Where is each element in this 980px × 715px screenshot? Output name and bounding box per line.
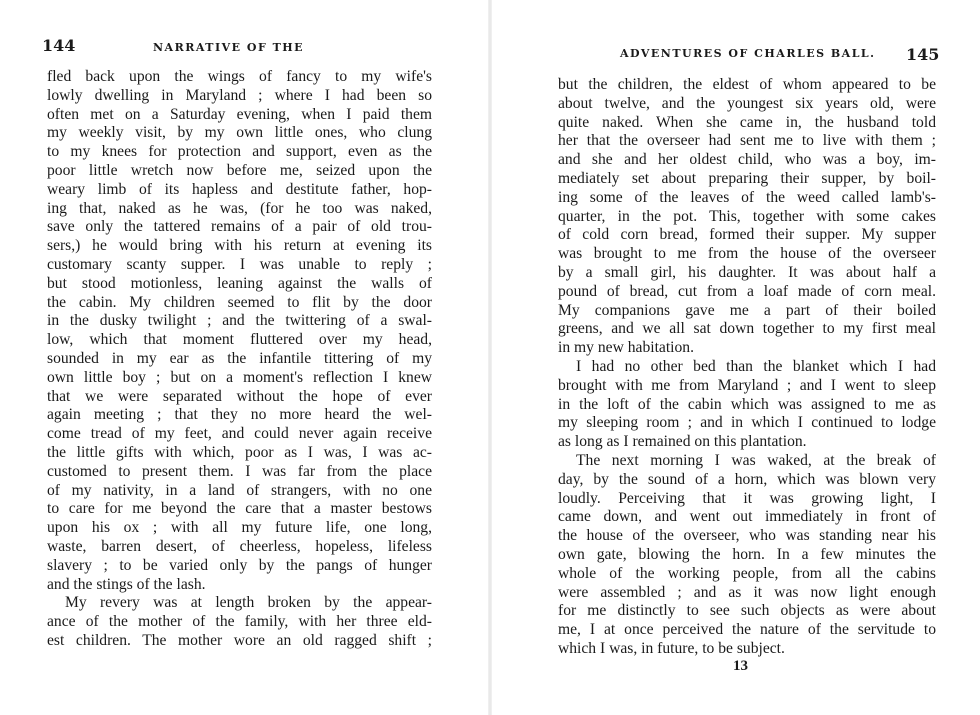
text-line: about twelve, and the youngest six years old, were xyxy=(558,94,936,112)
text-line: as long as I remained on this plantation. xyxy=(558,433,807,451)
text-line: whole of the working people, from all the cabins xyxy=(558,564,936,582)
text-line: quite naked. When she came in, the husband told xyxy=(558,113,936,131)
text-line: for me distinctly to see such objects as were about xyxy=(558,602,936,620)
text-line: but stood motionless, leaning against the walls of xyxy=(47,274,432,292)
text-line: my weekly visit, by my own little ones, who clung xyxy=(47,124,432,142)
text-line: mediately set about preparing their supper, by boil- xyxy=(558,169,936,187)
text-line: save only the tattered remains of a pair of old trou- xyxy=(47,218,432,236)
text-line: that we were separated without the hope of ever xyxy=(47,387,432,405)
text-line: in the dusky twilight ; and the twittering of a swal- xyxy=(47,312,432,330)
text-line: again meeting ; that they no more heard the wel- xyxy=(47,406,432,424)
text-line: day, by the sound of a horn, which was blown very xyxy=(558,470,936,488)
text-line: in my new habitation. xyxy=(558,339,694,357)
right-page xyxy=(490,0,980,715)
text-line: slavery ; to be varied only by the pangs of hunger xyxy=(47,556,432,574)
text-line: I had no other bed than the blanket which I had xyxy=(576,357,936,375)
text-line: pound of bread, cut from a loaf made of corn meal. xyxy=(558,282,936,300)
text-line: customed to present them. I was far from the place xyxy=(47,462,432,480)
text-line: by a small girl, his daughter. It was about half a xyxy=(558,263,936,281)
text-line: My revery was at length broken by the appear- xyxy=(65,594,432,612)
text-line: in the loft of the cabin which was assigned to me as xyxy=(558,395,936,413)
text-line: upon his ox ; with all my future life, one long, xyxy=(47,519,432,537)
left-running-head: NARRATIVE OF THE xyxy=(153,41,305,54)
text-line: waste, barren desert, of cheerless, hopeless, lifeless xyxy=(47,537,432,555)
text-line: came down, and went out immediately in front of xyxy=(558,508,936,526)
text-line: the little gifts with which, poor as I was, I was ac- xyxy=(47,443,432,461)
text-line: the house of the overseer, who was standing near his xyxy=(558,527,936,545)
text-line: ing some of the leaves of the weed called lamb's- xyxy=(558,188,936,206)
right-running-head: ADVENTURES OF CHARLES BALL. xyxy=(620,47,876,60)
text-line: the cabin. My children seemed to flit by the door xyxy=(47,293,432,311)
text-line: loudly. Perceiving that it was growing light, I xyxy=(558,489,936,507)
text-line: est children. The mother wore an old ragged shift ; xyxy=(47,631,432,649)
text-line: quarter, in the pot. This, together with some cakes xyxy=(558,207,936,225)
text-line: were assembled ; and as it was now light enough xyxy=(558,583,936,601)
right-page-text xyxy=(558,76,936,659)
text-line: customary scanty supper. I was unable to reply ; xyxy=(47,255,432,273)
text-line: was brought to me from the house of the overseer xyxy=(558,245,936,263)
signature-mark: 13 xyxy=(733,658,748,674)
text-line: my sleeping room ; and in which I continued to lodge xyxy=(558,414,936,432)
text-line: low, which that moment fluttered over my head, xyxy=(47,331,432,349)
text-line: ance of the mother of the family, with her three eld- xyxy=(47,613,432,631)
text-line: own gate, blowing the horn. In a few minutes the xyxy=(558,545,936,563)
text-line: greens, and we all sat down together to my first meal xyxy=(558,320,936,338)
text-line: which I was, in future, to be subject. xyxy=(558,639,785,657)
text-line: her that the overseer had sent me to live with them ; xyxy=(558,132,936,150)
left-page-number: 144 xyxy=(42,36,76,55)
text-line: The next morning I was waked, at the break of xyxy=(576,451,936,469)
text-line: and she and her oldest child, who was a boy, im- xyxy=(558,151,936,169)
text-line: me, I at once perceived the nature of the servitude to xyxy=(558,621,936,639)
text-line: own little boy ; but on a moment's reflection I knew xyxy=(47,368,432,386)
text-line: to care for me beyond the care that a master bestows xyxy=(47,500,432,518)
left-page-text xyxy=(47,68,432,651)
text-line: but the children, the eldest of whom appeared to be xyxy=(558,76,936,93)
right-page-number: 145 xyxy=(906,45,940,64)
text-line: weary limb of its hapless and destitute father, hop- xyxy=(47,180,432,198)
text-line: of cold corn bread, formed their supper. My supper xyxy=(558,226,936,244)
text-line: poor little wretch now before me, seized upon the xyxy=(47,161,432,179)
text-line: My companions gave me a part of their boiled xyxy=(558,301,936,319)
text-line: sers,) he would bring with his return at evening its xyxy=(47,237,432,255)
text-line: to my knees for protection and support, even as the xyxy=(47,143,432,161)
text-line: often met on a Saturday evening, when I paid them xyxy=(47,105,432,123)
text-line: of my nativity, in a land of strangers, with no one xyxy=(47,481,432,499)
text-line: lowly dwelling in Maryland ; where I had been so xyxy=(47,86,432,104)
text-line: and the stings of the lash. xyxy=(47,575,206,593)
text-line: brought with me from Maryland ; and I went to sleep xyxy=(558,376,936,394)
text-line: fled back upon the wings of fancy to my wife's xyxy=(47,68,432,85)
text-line: come tread of my feet, and could never again receive xyxy=(47,425,432,443)
text-line: sounded in my ear as the infantile tittering of my xyxy=(47,349,432,367)
text-line: ing that, naked as he was, (for he too was naked, xyxy=(47,199,432,217)
